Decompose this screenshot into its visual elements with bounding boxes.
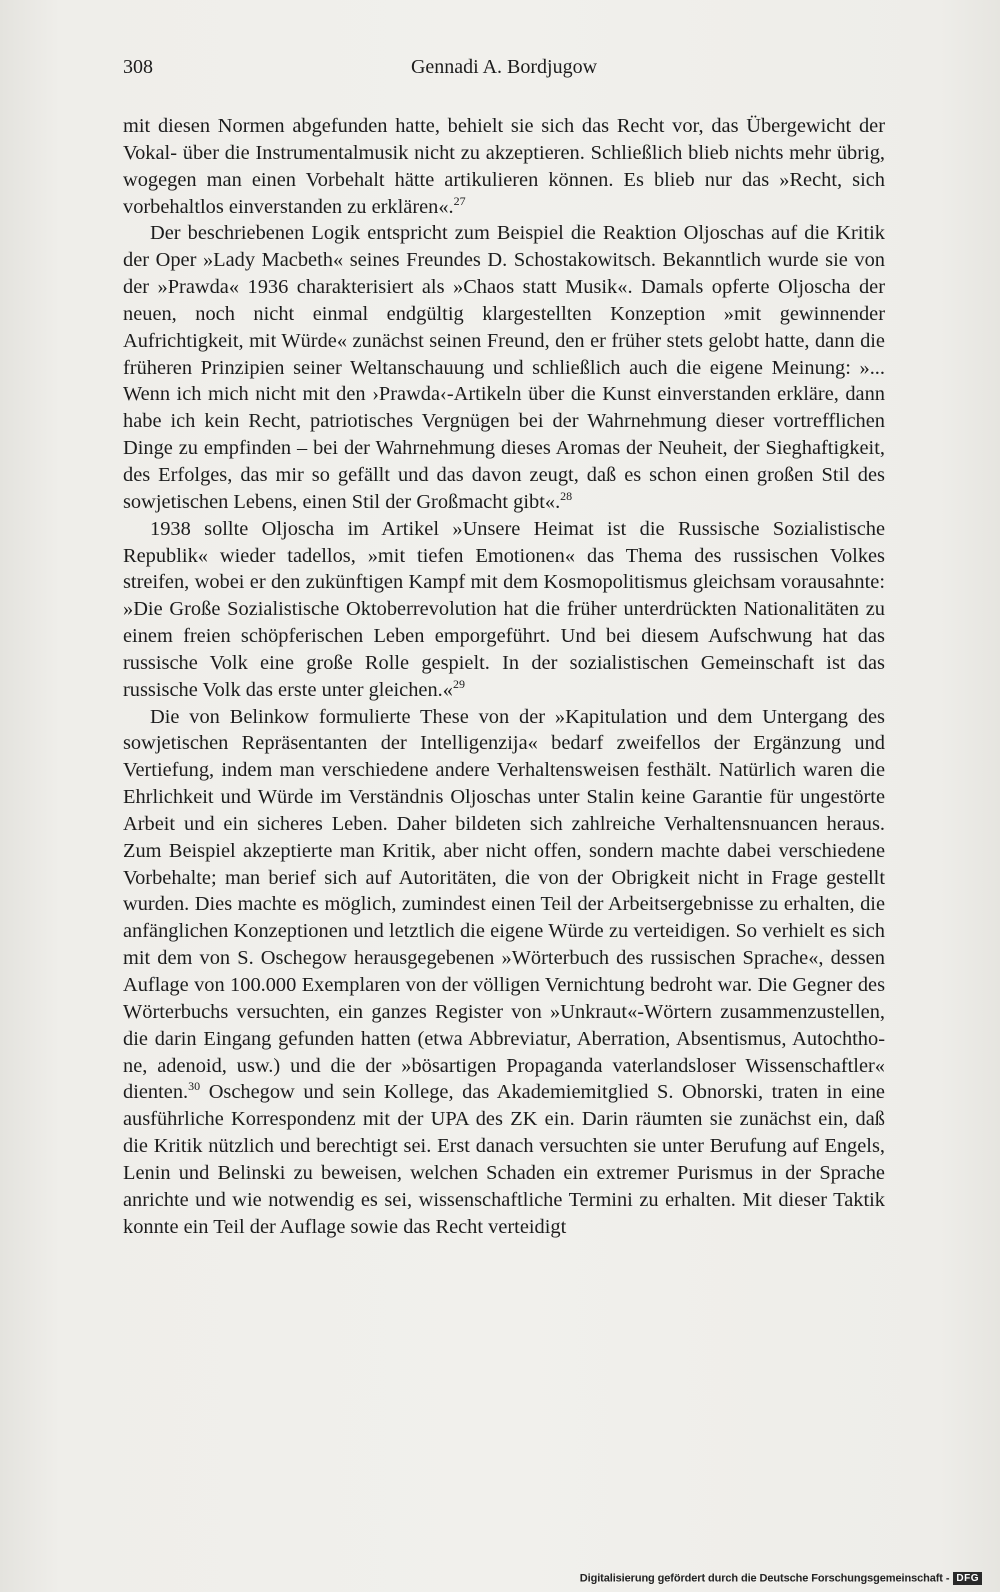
digitization-credit [580,1572,982,1585]
paragraph-text: Oschegow und sein Kollege, das Akademiemitglied S. Obnorski, traten in eine ausführliche Korrespondenz mit der UPA des ZK ein. Darin räumten sie zunächst ein, daß die Kritik nützlich und berechtigt sei. Erst danach versuchten sie unter Berufung auf Engels, Lenin und Belinski zu beweisen, welchen Schaden ein extremer Purismus in der Sprache anrichte und wie notwendig es sei, wissenschaftliche Termini zu erhalten. Mit dieser Taktik konnte ein Teil der Auflage sowie das Recht verteidigt [123,1081,885,1238]
running-head [123,56,885,84]
paragraph [123,516,885,704]
footnote-ref: 29 [452,676,465,691]
footnote-ref: 27 [453,193,466,208]
paragraph-text: Die von Belinkow formulierte These von der »Kapitulation und dem Untergang des sowjetischen Repräsentanten der Intelligenzija« bedarf zweifellos der Ergänzung und Vertiefung, indem man verschiedene andere Verhaltensweisen festhält. Natürlich waren die Ehrlichkeit und Würde im Verständnis Oljoschas unter Stalin keine Garantie für ungestörte Arbeit und ein sicheres Leben. Daher bildeten sich zahlreiche Verhaltensnuancen heraus. Zum Beispiel akzeptierte man Kritik, aber nicht offen, sondern machte dabei verschiedene Vorbehalte; man berief sich auf Autoritäten, die von der Obrigkeit nicht in Frage gestellt wurden. Dies machte es möglich, zumindest einen Teil der Arbeitsergebnisse zu erhalten, die anfänglichen Konzeptionen und letztlich die eigene Würde zu verteidigen. So verhielt es sich mit dem von S. Oschegow herausgegebenen »Wörterbuch des russischen Sprache«, dessen Auflage von 100.000 Exemplaren von der völligen Vernichtung bedroht war. Die Gegner des Wörterbuchs versuchten, ein ganzes Register von »Unkraut«-Wörtern zusammenzustellen, die darin Eingang gefunden hatten (etwa Abbreviatur, Aberration, Absentismus, Autochthone, adenoid, usw.) und die der »bösartigen Propaganda vaterlandsloser Wissenschaftler« dienten. [123,705,885,1104]
paragraph [123,704,885,1241]
paragraph [123,113,885,220]
footnote-ref: 28 [560,488,573,503]
paragraph-text: Der beschriebenen Logik entspricht zum Beispiel die Reaktion Oljoschas auf die Kritik der Oper »Lady Macbeth« seines Freundes D. Schostakowitsch. Bekanntlich wurde sie von der »Prawda« 1936 charakterisiert als »Chaos statt Musik«. Damals opferte Oljoscha der neuen, noch nicht einmal endgültig klargestellten Konzeption »mit gewinnender Aufrichtigkeit, mit Würde« zunächst seinen Freund, den er früher stets gelobt hatte, dann die früheren Prinzipien seiner Weltanschauung und schließlich auch die eigene Meinung: »... Wenn ich mich nicht mit den ›Prawda‹-Artikeln über die Kunst einverstanden erkläre, dann habe ich kein Recht, patriotisches Vergnügen bei der Wahrnehmung dieser vortrefflichen Dinge zu empfinden – bei der Wahrnehmung dieses Aromas der Neuheit, der Sieghaftigkeit, des Erfolges, das mir so gefällt und das davon zeugt, daß es schon einen großen Stil des sowjetischen Lebens, einen Stil der Großmacht gibt«. [123,222,885,513]
running-head-author: Gennadi A. Bordjugow [410,56,598,78]
paragraph [123,220,885,515]
page-number: 308 [123,56,153,78]
credit-text: Digitalisierung gefördert durch die Deutsche Forschungsgemeinschaft - [579,1572,950,1585]
body-text [123,113,885,1240]
paragraph-text: mit diesen Normen abgefunden hatte, behielt sie sich das Recht vor, das Übergewicht der Vokal- über die Instrumentalmusik nicht zu akzeptieren. Schließlich blieb nichts mehr übrig, wogegen man einen Vorbehalt hätte artikulieren können. Es blieb nur das »Recht, sich vorbehaltlos einverstanden zu erklären«. [123,115,885,218]
footnote-ref: 30 [188,1079,201,1094]
dfg-logo: DFG [953,1572,982,1585]
paragraph-text: 1938 sollte Oljoscha im Artikel »Unsere Heimat ist die Russische Sozialistische Republik« wieder tadellos, »mit tiefen Emotionen« das Thema des russischen Volkes streifen, wobei er den zukünftigen Kampf mit dem Kosmopolitismus gleichsam vorausahnte: »Die Große Sozialistische Oktoberrevolution hat die früher unterdrückten Nationalitäten zu einem freien schöpferischen Leben emporgeführt. Und bei diesem Aufschwung hat das russische Volk eine große Rolle gespielt. In der sozialistischen Gemeinschaft ist das russische Volk das erste unter gleichen.« [123,517,885,701]
